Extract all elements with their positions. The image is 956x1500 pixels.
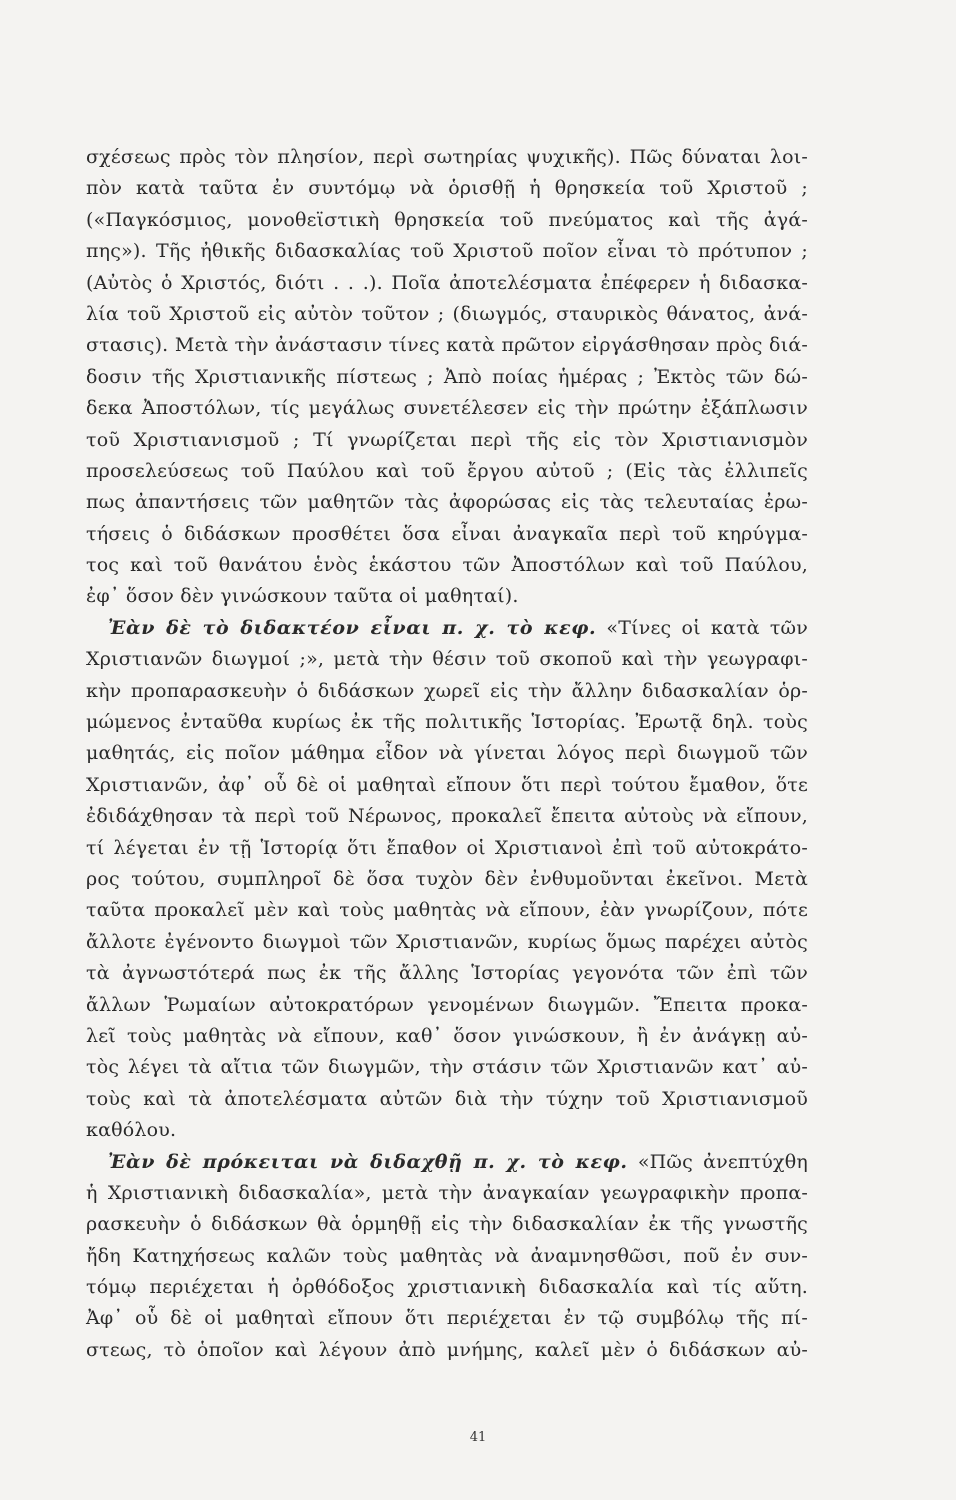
text-line: ἡ Χριστιανικὴ διδασκαλία», μετὰ τὴν ἀναγκαίαν γεωγραφικὴν προπα-: [86, 1181, 808, 1204]
text-line: τοὺς καὶ τὰ ἀποτελέσματα αὐτῶν διὰ τὴν τύχην τοῦ Χριστιανισμοῦ: [86, 1087, 808, 1110]
text-line: καθόλου.: [86, 1119, 177, 1142]
text-line: λία τοῦ Χριστοῦ εἰς αὐτὸν τοῦτον ; (διωγμός, σταυρικὸς θάνατος, ἀνά-: [86, 302, 808, 325]
text-line: πης»). Τῆς ἠθικῆς διδασκαλίας τοῦ Χριστοῦ ποῖον εἶναι τὸ πρότυπον ;: [86, 240, 808, 263]
text-line: τος καὶ τοῦ θανάτου ἑνὸς ἑκάστου τῶν Ἀποστόλων καὶ τοῦ Παύλου,: [86, 554, 808, 577]
text-line: λεῖ τοὺς μαθητὰς νὰ εἴπουν, καθ᾽ ὅσον γινώσκουν, ἢ ἐν ἀνάγκῃ αὐ-: [86, 1024, 808, 1047]
text-line: ταῦτα προκαλεῖ μὲν καὶ τοὺς μαθητὰς νὰ εἴπουν, ἐὰν γνωρίζουν, πότε: [86, 899, 808, 922]
section-heading-line: [86, 1147, 808, 1178]
text-line: προσελεύσεως τοῦ Παύλου καὶ τοῦ ἔργου αὐτοῦ ; (Εἰς τὰς ἐλλιπεῖς: [86, 459, 808, 482]
text-line: κὴν προπαρασκευὴν ὁ διδάσκων χωρεῖ εἰς τὴν ἄλλην διδασκαλίαν ὁρ-: [86, 679, 808, 702]
text-line: ρος τούτου, συμπληροῖ δὲ ὅσα τυχὸν δὲν ἐνθυμοῦνται ἐκεῖνοι. Μετὰ: [86, 867, 808, 890]
text-line: σχέσεως πρὸς τὸν πλησίον, περὶ σωτηρίας ψυχικῆς). Πῶς δύναται λοι-: [86, 146, 808, 168]
text-line: ρασκευὴν ὁ διδάσκων θὰ ὁρμηθῇ εἰς τὴν διδασκαλίαν ἐκ τῆς γνωστῆς: [86, 1213, 808, 1236]
text-line: ἐδιδάχθησαν τὰ περὶ τοῦ Νέρωνος, προκαλεῖ ἔπειτα αὐτοὺς νὰ εἴπουν,: [86, 805, 808, 828]
text-line: στεως, τὸ ὁποῖον καὶ λέγουν ἀπὸ μνήμης, καλεῖ μὲν ὁ διδάσκων αὐ-: [86, 1338, 808, 1361]
page-body-text: [86, 142, 808, 1366]
text-line: Χριστιανῶν διωγμοί ;», μετὰ τὴν θέσιν τοῦ σκοποῦ καὶ τὴν γεωγραφι-: [86, 648, 808, 671]
text-line: πὸν κατὰ ταῦτα ἐν συντόμῳ νὰ ὁρισθῇ ἡ θρησκεία τοῦ Χριστοῦ ;: [86, 177, 808, 200]
text-line: τί λέγεται ἐν τῇ Ἱστορίᾳ ὅτι ἔπαθον οἱ Χριστιανοὶ ἐπὶ τοῦ αὐτοκράτο-: [86, 836, 808, 859]
text-line: δεκα Ἀποστόλων, τίς μεγάλως συνετέλεσεν εἰς τὴν πρώτην ἐξάπλωσιν: [86, 397, 808, 420]
text-line: ἄλλων Ῥωμαίων αὐτοκρατόρων γενομένων διωγμῶν. Ἔπειτα προκα-: [86, 993, 808, 1016]
heading-continuation: «Πῶς ἀνεπτύχθη: [637, 1150, 808, 1173]
text-line: τόμῳ περιέχεται ἡ ὀρθόδοξος χριστιανικὴ διδασκαλία καὶ τίς αὕτη.: [86, 1276, 808, 1299]
text-line: (Αὐτὸς ὁ Χριστός, διότι . . .). Ποῖα ἀποτελέσματα ἐπέφερεν ἡ διδασκα-: [86, 271, 808, 294]
text-line: μαθητάς, εἰς ποῖον μάθημα εἶδον νὰ γίνεται λόγος περὶ διωγμοῦ τῶν: [86, 742, 808, 765]
text-line: τὰ ἀγνωστότερά πως ἐκ τῆς ἄλλης Ἱστορίας γεγονότα τῶν ἐπὶ τῶν: [86, 962, 808, 985]
text-line: στασις). Μετὰ τὴν ἀνάστασιν τίνες κατὰ πρῶτον εἰργάσθησαν πρὸς διά-: [86, 334, 808, 357]
text-line: τὸς λέγει τὰ αἴτια τῶν διωγμῶν, τὴν στάσιν τῶν Χριστιανῶν κατ᾽ αὐ-: [86, 1056, 808, 1079]
text-line: μώμενος ἐνταῦθα κυρίως ἐκ τῆς πολιτικῆς Ἱστορίας. Ἐρωτᾷ δηλ. τοὺς: [86, 711, 808, 734]
section-heading: Ἐὰν δὲ πρόκειται νὰ διδαχθῇ π. χ. τὸ κεφ.: [108, 1150, 628, 1173]
text-line: ἄλλοτε ἐγένοντο διωγμοὶ τῶν Χριστιανῶν, κυρίως ὅμως παρέχει αὐτὸς: [86, 930, 808, 953]
text-line: («Παγκόσμιος, μονοθεϊστικὴ θρησκεία τοῦ πνεύματος καὶ τῆς ἀγά-: [86, 208, 808, 231]
text-line: ἤδη Κατηχήσεως καλῶν τοὺς μαθητὰς νὰ ἀναμνησθῶσι, ποῦ ἐν συν-: [86, 1244, 808, 1267]
text-line: Ἀφ᾽ οὗ δὲ οἱ μαθηταὶ εἴπουν ὅτι περιέχεται ἐν τῷ συμβόλῳ τῆς πί-: [86, 1307, 808, 1330]
page-number: 41: [469, 1430, 487, 1445]
heading-continuation: «Τίνες οἱ κατὰ τῶν: [606, 616, 808, 639]
text-line: τοῦ Χριστιανισμοῦ ; Τί γνωρίζεται περὶ τῆς εἰς τὸν Χριστιανισμὸν: [86, 428, 808, 451]
section-heading-line: [86, 613, 808, 644]
text-line: τήσεις ὁ διδάσκων προσθέτει ὅσα εἶναι ἀναγκαῖα περὶ τοῦ κηρύγμα-: [86, 522, 808, 545]
text-line: Χριστιανῶν, ἀφ᾽ οὗ δὲ οἱ μαθηταὶ εἴπουν ὅτι περὶ τούτου ἔμαθον, ὅτε: [86, 773, 808, 796]
text-line: δοσιν τῆς Χριστιανικῆς πίστεως ; Ἀπὸ ποίας ἡμέρας ; Ἐκτὸς τῶν δώ-: [86, 365, 808, 388]
section-heading: Ἐὰν δὲ τὸ διδακτέον εἶναι π. χ. τὸ κεφ.: [108, 616, 597, 639]
text-line: ἐφ᾽ ὅσον δὲν γινώσκουν ταῦτα οἱ μαθηταί).: [86, 585, 519, 608]
text-line: πως ἀπαντήσεις τῶν μαθητῶν τὰς ἀφορώσας εἰς τὰς τελευταίας ἐρω-: [86, 491, 808, 514]
